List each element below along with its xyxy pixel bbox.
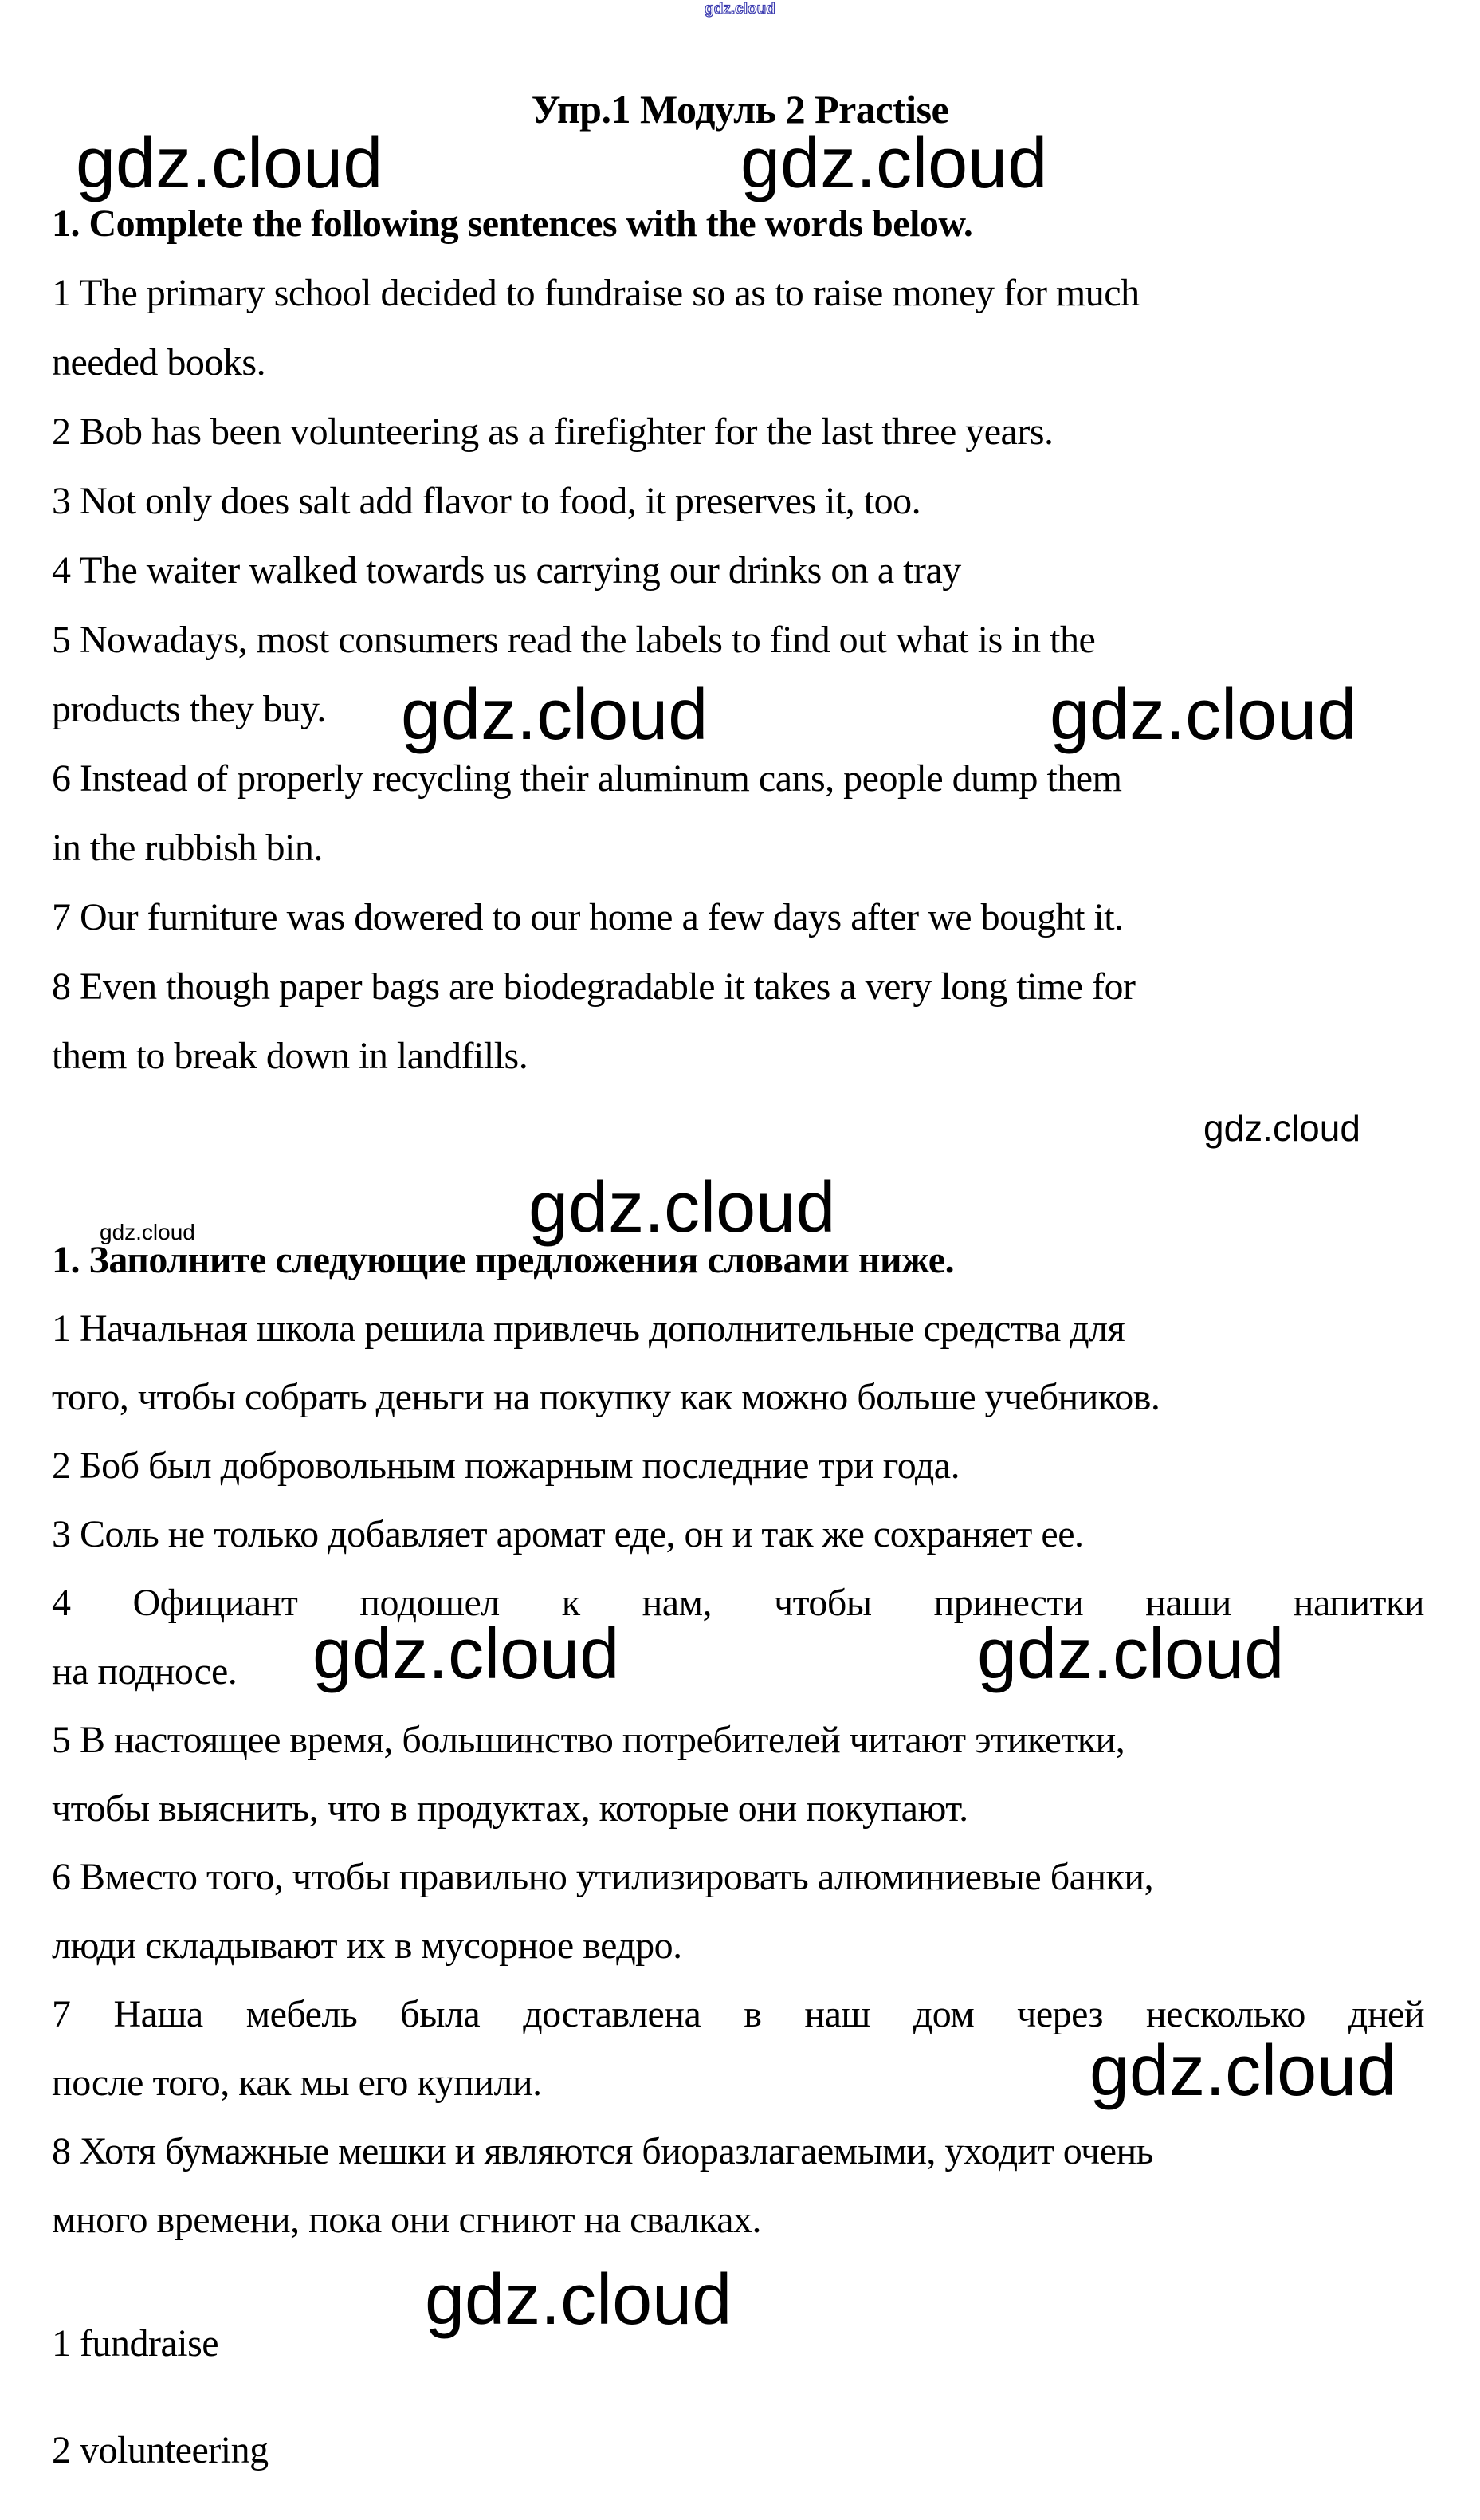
watermark-large: gdz.cloud — [740, 124, 1048, 203]
russian-sentence-line: 1 Начальная школа решила привлечь дополнительные средства для — [52, 1307, 1125, 1350]
russian-sentence-line: много времени, пока они сгниют на свалках. — [52, 2199, 762, 2241]
watermark-large: gdz.cloud — [76, 124, 383, 203]
english-heading: 1. Complete the following sentences with the words below. — [52, 202, 973, 245]
answer-item: 2 volunteering — [52, 2429, 269, 2471]
russian-sentence-line: после того, как мы его купили. — [52, 2062, 542, 2104]
watermark-top-small: gdz.cloud — [705, 1, 775, 18]
russian-sentence-line: 3 Соль не только добавляет аромат еде, он и так же сохраняет ее. — [52, 1513, 1084, 1555]
watermark-large: gdz.cloud — [312, 1614, 620, 1694]
russian-sentence-line: 5 В настоящее время, большинство потребителей читают этикетки, — [52, 1719, 1125, 1761]
russian-sentence-line: 8 Хотя бумажные мешки и являются биоразлагаемыми, уходит очень — [52, 2130, 1154, 2172]
page-title: Упр.1 Модуль 2 Practise — [531, 87, 949, 132]
russian-sentence-line: 7 Наша мебель была доставлена в наш дом через несколько дней — [52, 1993, 1424, 2035]
english-sentence-line: in the rubbish bin. — [52, 827, 323, 869]
english-sentence-line: 4 The waiter walked towards us carrying our drinks on a tray — [52, 549, 961, 592]
english-section — [52, 189, 1424, 1091]
watermark-large: gdz.cloud — [528, 1168, 836, 1248]
english-sentence-line: 7 Our furniture was dowered to our home a few days after we bought it. — [52, 896, 1124, 938]
watermark-large: gdz.cloud — [401, 675, 709, 755]
watermark-large: gdz.cloud — [425, 2260, 732, 2340]
russian-sentence-line: 6 Вместо того, чтобы правильно утилизировать алюминиевые банки, — [52, 1856, 1154, 1898]
russian-heading: 1. Заполните следующие предложения словами ниже. — [52, 1239, 955, 1281]
english-sentence-line: 1 The primary school decided to fundraise so as to raise money for much — [52, 272, 1140, 314]
watermark-large: gdz.cloud — [1089, 2031, 1397, 2111]
watermark-large: gdz.cloud — [977, 1614, 1285, 1694]
russian-sentence-line: на подносе. — [52, 1650, 238, 1692]
answer-item: 1 fundraise — [52, 2322, 219, 2365]
russian-sentence-line: 2 Боб был добровольным пожарным последние три года. — [52, 1445, 960, 1487]
english-sentence-line: 3 Not only does salt add flavor to food, it preserves it, too. — [52, 480, 921, 522]
english-sentence-line: 8 Even though paper bags are biodegradable it takes a very long time for — [52, 965, 1136, 1008]
english-sentence-line: 2 Bob has been volunteering as a firefighter for the last three years. — [52, 411, 1054, 453]
russian-sentence-line: чтобы выяснить, что в продуктах, которые они покупают. — [52, 1787, 968, 1830]
russian-sentence-line: люди складывают их в мусорное ведро. — [52, 1924, 682, 1967]
english-sentence-line: needed books. — [52, 341, 266, 383]
watermark-small: gdz.cloud — [1203, 1107, 1360, 1149]
english-sentence-line: them to break down in landfills. — [52, 1035, 528, 1077]
english-sentence-line: 5 Nowadays, most consumers read the labels to find out what is in the — [52, 619, 1096, 661]
watermark-tiny: gdz.cloud — [100, 1220, 195, 1244]
russian-sentence-line: того, чтобы собрать деньги на покупку как можно больше учебников. — [52, 1376, 1160, 1418]
russian-sentence-line: 4 Официант подошел к нам, чтобы принести наши напитки — [52, 1582, 1424, 1624]
english-sentence-line: 6 Instead of properly recycling their aluminum cans, people dump them — [52, 757, 1122, 800]
english-sentence-line: products they buy. — [52, 688, 326, 730]
watermark-large: gdz.cloud — [1050, 675, 1357, 755]
